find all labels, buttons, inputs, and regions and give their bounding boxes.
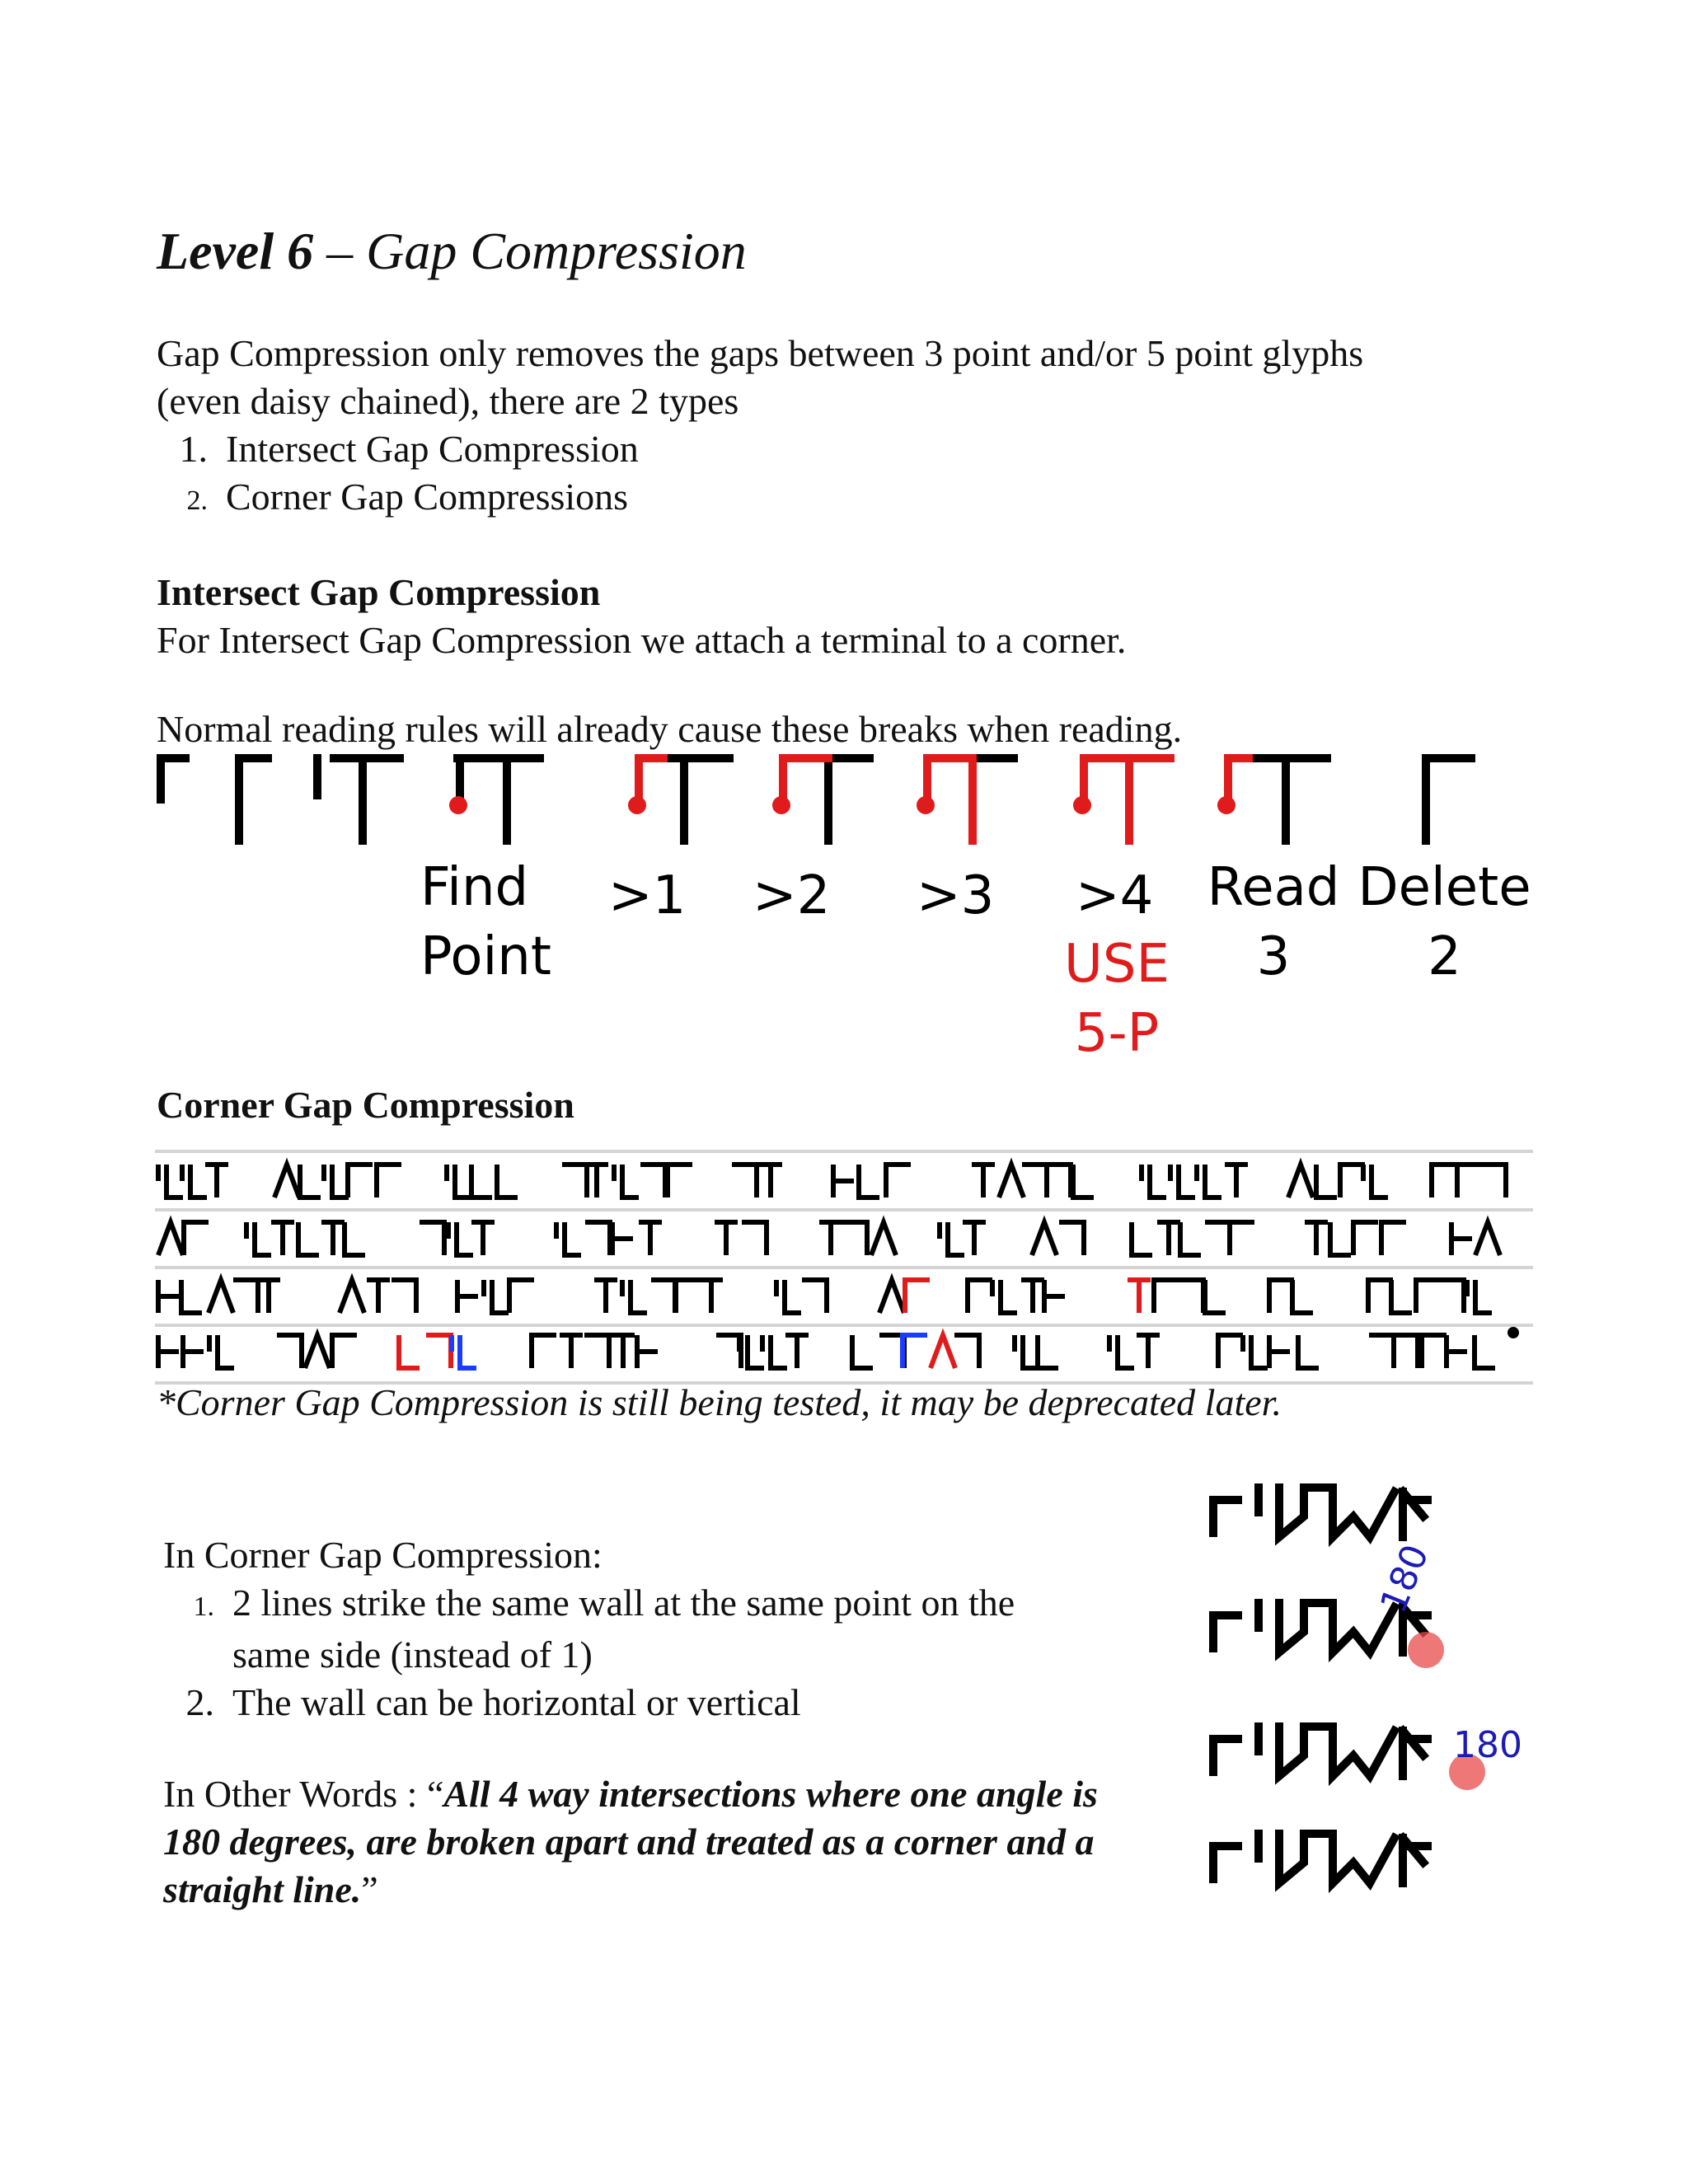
delete-2-label: Delete 2: [1357, 857, 1531, 987]
glyph-stroke: [556, 1222, 581, 1255]
glyph-stroke: [448, 1222, 473, 1255]
glyph-stroke: [233, 1280, 258, 1313]
glyph-corner: [161, 758, 268, 841]
glyph-stroke: [209, 1280, 233, 1313]
glyph-stroke: [651, 1280, 676, 1313]
glyph-stroke: [1109, 1335, 1134, 1368]
glyph-stroke: [1022, 1165, 1047, 1197]
example-glyph-3: [1213, 1727, 1428, 1776]
glyph-stroke: [209, 1335, 234, 1368]
list-item-continuation: same side (instead of 1): [232, 1633, 593, 1675]
glyph-stroke: [1363, 1165, 1388, 1197]
glyph-stroke: [859, 1165, 879, 1197]
glyph-stroke: [968, 1280, 992, 1313]
glyph-stroke: [471, 1222, 495, 1255]
glyph-stroke: [420, 1222, 444, 1255]
glyph-stroke: [1205, 1280, 1226, 1313]
glyph-stroke: [700, 1280, 723, 1313]
glyph-stroke: [305, 1335, 330, 1368]
glyph-stroke: [1288, 1165, 1313, 1197]
glyph-stroke: [1073, 1165, 1094, 1197]
step-3-label: >3: [917, 865, 995, 926]
glyph-stroke: [584, 1335, 609, 1368]
glyph-stroke: [1179, 1280, 1203, 1313]
corner-glyph-text: [155, 1150, 1540, 1385]
step-1-label: >1: [608, 865, 687, 926]
glyph-stroke: [183, 1335, 204, 1368]
glyph-stroke: [1021, 1280, 1044, 1313]
corner-intro: In Corner Gap Compression:: [163, 1534, 603, 1576]
glyph-stroke: [509, 1280, 534, 1313]
glyph-stroke: [158, 1222, 183, 1255]
glyph-stroke: [1032, 1222, 1057, 1255]
glyph-stroke: [954, 1335, 979, 1368]
glyph-stroke: [594, 1280, 617, 1313]
glyph-stroke: [158, 1280, 179, 1313]
glyph-stroke: [668, 1165, 692, 1197]
glyph-stroke: [852, 1335, 873, 1368]
glyph-stroke: [1038, 1335, 1058, 1368]
glyph-stroke: [324, 1165, 349, 1197]
glyph-stroke: [1142, 1165, 1166, 1197]
glyph-stroke: [785, 1335, 809, 1368]
glyph-stroke: [776, 1280, 801, 1313]
intersect-text-2: Normal reading rules will already cause these breaks when reading.: [157, 708, 1183, 750]
glyph-stroke: [447, 1165, 471, 1197]
glyph-stroke: [802, 1280, 827, 1313]
read-3-label: Read 3: [1207, 857, 1340, 987]
glyph-stroke: [205, 1165, 228, 1197]
glyph-stroke: [1457, 1165, 1482, 1197]
glyph-stroke: [999, 1165, 1024, 1197]
glyph-stroke: [1391, 1280, 1412, 1313]
glyph-stroke: [833, 1165, 854, 1197]
glyph-stroke: [345, 1222, 365, 1255]
glyph-stroke: [1298, 1335, 1319, 1368]
glyph-stroke: [1432, 1165, 1456, 1197]
glyph-intersect: [317, 758, 400, 841]
testing-note: *Corner Gap Compression is still being tested, it may be deprecated later.: [157, 1381, 1282, 1423]
glyph-step-4: [1084, 758, 1170, 841]
angle-label-2: 180: [1453, 1724, 1522, 1766]
glyph-stroke: [471, 1165, 492, 1197]
corner-example-figures: [1199, 1475, 1545, 1953]
glyph-step-3: [927, 758, 1014, 841]
glyph-stroke: [1230, 1222, 1254, 1255]
glyph-stroke: [182, 1165, 207, 1197]
glyph-stroke: [1416, 1280, 1441, 1313]
glyph-stroke: [300, 1165, 321, 1197]
corner-rules-list: [163, 1579, 1015, 1727]
list-item: 2. The wall can be horizontal or vertical: [185, 1681, 801, 1723]
glyph-stroke: [1475, 1335, 1495, 1368]
glyph-stroke: [1170, 1165, 1195, 1197]
glyph-stroke: [1157, 1222, 1180, 1255]
glyph-stroke: [1059, 1222, 1084, 1255]
glyph-stroke: [640, 1165, 665, 1197]
example-glyph-1: [1213, 1488, 1428, 1537]
glyph-stroke: [1137, 1335, 1160, 1368]
angle-marker-1: [1408, 1632, 1444, 1668]
glyph-stroke: [484, 1280, 509, 1313]
list-item: 1. Intersect Gap Compression: [179, 428, 639, 470]
period-dot: [1507, 1327, 1519, 1338]
glyph-stroke: [1481, 1165, 1506, 1197]
glyph-stroke: [1292, 1280, 1313, 1313]
glyph-stroke: [622, 1280, 647, 1313]
glyph-stroke: [1243, 1335, 1268, 1368]
glyph-stroke: [532, 1335, 556, 1368]
glyph-stroke: [392, 1280, 416, 1313]
glyph-stroke: [1180, 1222, 1201, 1255]
glyph-stroke: [992, 1280, 1017, 1313]
angle-label-1: 180: [1372, 1539, 1437, 1619]
glyph-stroke: [614, 1165, 639, 1197]
glyph-stroke: [457, 1280, 478, 1313]
glyph-stroke: [348, 1165, 373, 1197]
intersect-heading: Intersect Gap Compression: [157, 571, 601, 613]
glyph-stroke: [271, 1222, 294, 1255]
glyph-stroke: [1132, 1222, 1152, 1255]
glyph-stroke: [277, 1335, 302, 1368]
glyph-stroke: [1422, 1335, 1447, 1368]
glyph-stroke: [399, 1335, 420, 1368]
glyph-stroke: [1225, 1165, 1248, 1197]
glyph-stroke: [1381, 1222, 1406, 1255]
types-list: [157, 425, 639, 525]
glyph-stroke: [274, 1165, 299, 1197]
intro-line-2: (even daisy chained), there are 2 types: [157, 380, 739, 422]
glyph-stroke: [298, 1222, 319, 1255]
intersect-glyph-strip: [152, 746, 1537, 849]
example-glyph-4: [1213, 1834, 1428, 1883]
glyph-delete-2: [1426, 758, 1471, 841]
glyph-stroke: [340, 1280, 364, 1313]
list-item: 2. Corner Gap Compressions: [186, 476, 629, 518]
glyph-stroke: [1451, 1222, 1472, 1255]
glyph-stroke: [879, 1280, 904, 1313]
glyph-stroke: [452, 1335, 476, 1368]
glyph-stroke: [886, 1165, 911, 1197]
glyph-stroke: [1128, 1280, 1151, 1313]
glyph-stroke: [972, 1165, 995, 1197]
glyph-stroke: [963, 1222, 986, 1255]
glyph-stroke: [246, 1222, 271, 1255]
glyph-stroke: [762, 1335, 787, 1368]
glyph-stroke: [1353, 1222, 1378, 1255]
glyph-stroke: [637, 1335, 658, 1368]
step-2-label: >2: [753, 865, 831, 926]
glyph-stroke: [819, 1222, 842, 1255]
glyph-stroke: [426, 1335, 451, 1368]
glyph-stroke: [759, 1165, 782, 1197]
glyph-stroke: [562, 1165, 587, 1197]
glyph-stroke: [1154, 1280, 1179, 1313]
glyph-stroke: [1447, 1335, 1467, 1368]
glyph-stroke: [1305, 1222, 1328, 1255]
glyph-stroke: [732, 1165, 757, 1197]
find-point-label: Find Point: [420, 857, 551, 987]
glyph-stroke: [181, 1280, 202, 1313]
corner-heading: Corner Gap Compression: [157, 1084, 574, 1126]
title-topic: – Gap Compression: [313, 222, 747, 280]
glyph-stroke: [612, 1222, 633, 1255]
glyph-stroke: [871, 1222, 896, 1255]
glyph-stroke: [742, 1222, 767, 1255]
step-4-label: >4: [1076, 865, 1154, 926]
glyph-step-2: [783, 758, 870, 841]
glyph-stroke: [931, 1335, 955, 1368]
glyph-stroke: [321, 1222, 345, 1255]
glyph-stroke: [497, 1165, 518, 1197]
other-words-quote: In Other Words : “All 4 way intersections where one angle is 180 degrees, are broken apart and treated as a corner and a straight line.”: [163, 1773, 1098, 1910]
glyph-step-1: [639, 758, 729, 841]
glyph-stroke: [560, 1335, 583, 1368]
glyph-stroke: [1046, 1165, 1071, 1197]
glyph-stroke: [639, 1222, 662, 1255]
glyph-stroke: [1393, 1335, 1418, 1368]
point-marker: [449, 796, 467, 814]
glyph-stroke: [1044, 1280, 1065, 1313]
glyph-stroke: [1330, 1222, 1351, 1255]
glyph-find-point: [457, 758, 540, 841]
glyph-stroke: [905, 1280, 930, 1313]
intersect-text-1: For Intersect Gap Compression we attach a terminal to a corner.: [157, 619, 1127, 661]
glyph-stroke: [377, 1165, 401, 1197]
glyph-stroke: [184, 1222, 209, 1255]
glyph-stroke: [842, 1222, 867, 1255]
glyph-stroke: [715, 1222, 738, 1255]
glyph-stroke: [158, 1335, 179, 1368]
glyph-stroke: [158, 1165, 183, 1197]
page-title: [157, 221, 747, 282]
glyph-stroke: [257, 1280, 280, 1313]
glyph-stroke: [367, 1280, 390, 1313]
glyph-stroke: [1467, 1280, 1492, 1313]
glyph-stroke: [1269, 1335, 1290, 1368]
glyph-stroke: [612, 1335, 635, 1368]
glyph-stroke: [1197, 1165, 1221, 1197]
glyph-stroke: [1316, 1165, 1337, 1197]
glyph-stroke: [1205, 1222, 1230, 1255]
title-level: Level 6: [157, 222, 314, 280]
glyph-read-3: [1228, 758, 1327, 841]
glyph-stroke: [332, 1335, 357, 1368]
glyph-stroke: [1475, 1222, 1500, 1255]
glyph-stroke: [675, 1280, 700, 1313]
glyph-stroke: [1439, 1280, 1464, 1313]
list-item: 1. 2 lines strike the same wall at the same point on the: [193, 1582, 1015, 1624]
glyph-stroke: [1369, 1335, 1394, 1368]
glyph-stroke: [1218, 1335, 1243, 1368]
glyph-stroke: [585, 1222, 610, 1255]
intro-line-1: Gap Compression only removes the gaps between 3 point and/or 5 point glyphs: [157, 332, 1364, 374]
glyph-stroke: [940, 1222, 964, 1255]
use-5p-label: USE 5-P: [1064, 934, 1170, 1064]
